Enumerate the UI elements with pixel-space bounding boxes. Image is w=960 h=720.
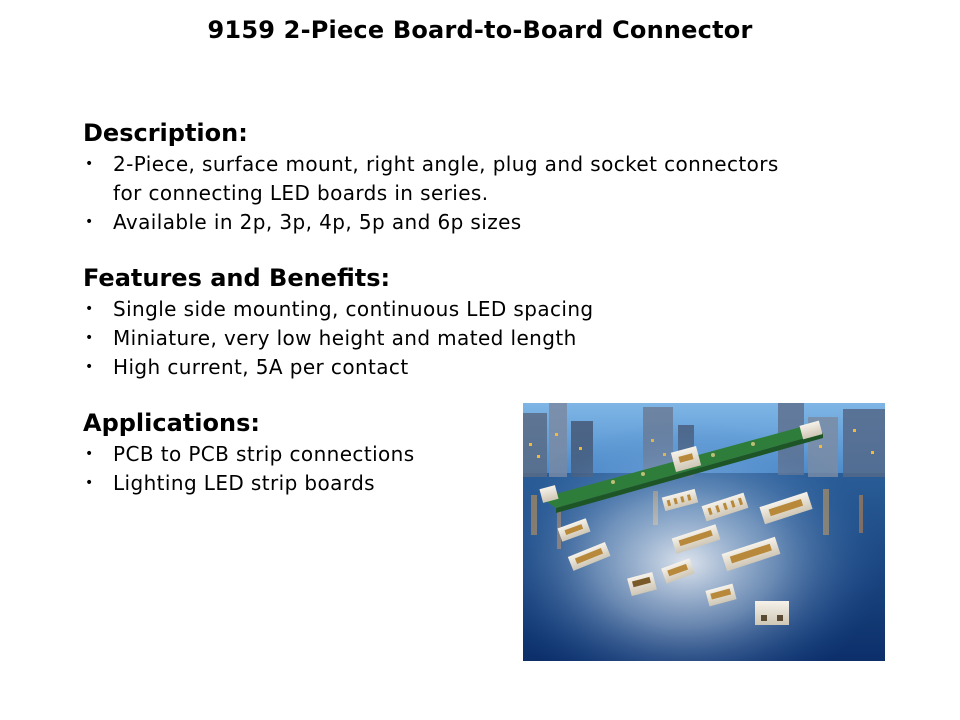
list-item-text: Lighting LED strip boards	[113, 471, 376, 495]
list-item	[83, 353, 803, 382]
connector-product-image	[523, 403, 885, 661]
list-item	[83, 208, 803, 237]
description-section	[83, 118, 803, 237]
list-item-text: Single side mounting, continuous LED spacing	[113, 297, 594, 321]
bullet-icon: •	[85, 330, 94, 346]
list-item-text: Miniature, very low height and mated length	[113, 326, 577, 350]
bullet-icon: •	[85, 359, 94, 375]
applications-heading: Applications:	[83, 409, 260, 437]
features-list	[83, 295, 803, 382]
bullet-icon: •	[85, 446, 94, 462]
list-item	[83, 295, 803, 324]
description-list	[83, 150, 803, 237]
list-item-text: PCB to PCB strip connections	[113, 442, 415, 466]
list-item-text: High current, 5A per contact	[113, 355, 409, 379]
bullet-icon: •	[85, 475, 94, 491]
product-photo	[523, 403, 885, 661]
loose-connector-11	[755, 601, 789, 625]
list-item-text: Available in 2p, 3p, 4p, 5p and 6p sizes	[113, 210, 522, 234]
list-item-text: 2-Piece, surface mount, right angle, plug and socket connectors for connecting LED boards in series.	[113, 152, 779, 205]
page-title: 9159 2-Piece Board-to-Board Connector	[207, 16, 753, 44]
features-section	[83, 263, 803, 382]
list-item	[83, 324, 803, 353]
bullet-icon: •	[85, 301, 94, 317]
features-heading: Features and Benefits:	[83, 264, 391, 292]
bullet-icon: •	[85, 214, 94, 230]
description-heading: Description:	[83, 119, 248, 147]
bullet-icon: •	[85, 156, 94, 172]
list-item	[83, 150, 803, 208]
